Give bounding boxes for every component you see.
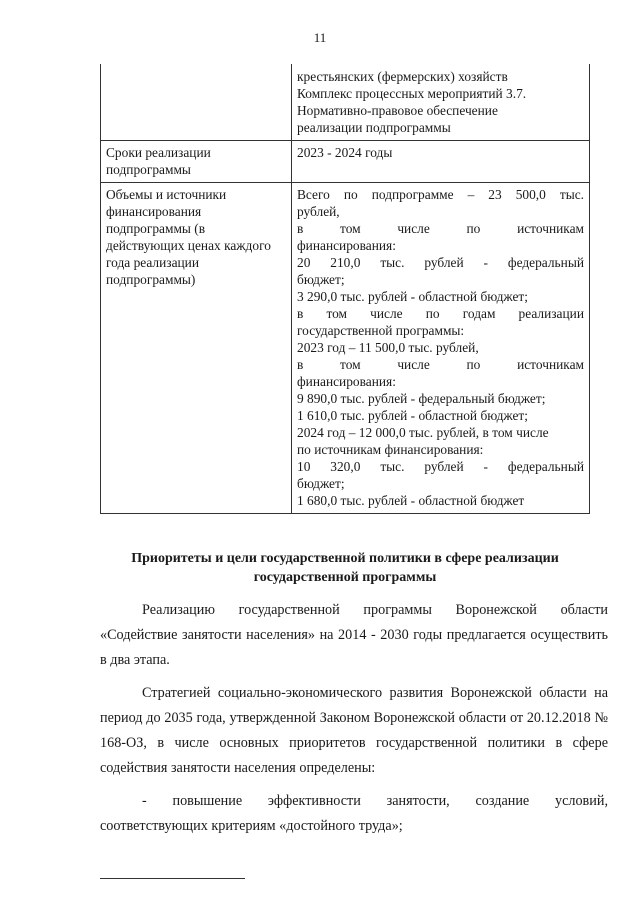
heading-line: Приоритеты и цели государственной политики в сфере реализации	[131, 551, 559, 566]
cell-line: крестьянских (фермерских) хозяйств	[297, 69, 508, 84]
cell-line: года реализации	[106, 255, 200, 270]
cell-line: 2024 год – 12 000,0 тыс. рублей, в том числе	[297, 425, 549, 440]
cell-line: 3 290,0 тыс. рублей - областной бюджет;	[297, 289, 528, 304]
cell-line: 10 320,0 тыс. рублей - федеральный	[297, 459, 584, 474]
table-cell-empty	[101, 64, 292, 141]
table-cell-structure	[292, 64, 590, 141]
cell-line: 2023 - 2024 годы	[297, 145, 393, 160]
cell-line: бюджет;	[297, 476, 345, 491]
cell-line: реализации подпрограммы	[297, 120, 451, 135]
page-number: 11	[313, 30, 327, 45]
table-cell-terms-label	[101, 141, 292, 183]
cell-line: бюджет;	[297, 272, 345, 287]
cell-line: 2023 год – 11 500,0 тыс. рублей,	[297, 340, 479, 355]
cell-line: государственной программы:	[297, 323, 465, 338]
section-heading	[80, 549, 610, 587]
cell-line: Комплекс процессных мероприятий 3.7.	[297, 86, 527, 101]
paragraph: - повышение эффективности занятости, создание условий, соответствующих критериям «достойного труда»;	[100, 793, 608, 834]
cell-line: 20 210,0 тыс. рублей - федеральный	[297, 255, 584, 270]
cell-line: подпрограммы (в	[106, 221, 206, 236]
table-row-terms	[101, 141, 590, 183]
cell-line: финансирования	[106, 204, 202, 219]
cell-line: финансирования:	[297, 238, 396, 253]
cell-line: в том числе по источникам	[297, 357, 584, 372]
cell-line: Сроки реализации	[106, 145, 211, 160]
table-row-funding	[101, 183, 590, 514]
cell-line: в том числе по источникам	[297, 221, 584, 236]
cell-line: Объемы и источники	[106, 187, 227, 202]
footnote-divider	[100, 878, 245, 879]
cell-line: 9 890,0 тыс. рублей - федеральный бюджет;	[297, 391, 546, 406]
cell-line: рублей,	[297, 204, 340, 219]
cell-line: Нормативно-правовое обеспечение	[297, 103, 498, 118]
cell-line: в том числе по годам реализации	[297, 306, 584, 321]
cell-line: Всего по подпрограмме – 23 500,0 тыс.	[297, 187, 584, 202]
heading-line: государственной программы	[253, 570, 437, 585]
table-cell-funding-label	[101, 183, 292, 514]
cell-line: 1 610,0 тыс. рублей - областной бюджет;	[297, 408, 528, 423]
cell-line: подпрограммы	[106, 162, 191, 177]
cell-line: 1 680,0 тыс. рублей - областной бюджет	[297, 493, 525, 508]
table-cell-terms-value	[292, 141, 590, 183]
table-row-continuation	[101, 64, 590, 141]
body-text	[100, 598, 608, 847]
cell-line: подпрограммы)	[106, 272, 196, 287]
table-cell-funding-value	[292, 183, 590, 514]
subprogram-passport-table	[100, 64, 590, 514]
cell-line: по источникам финансирования:	[297, 442, 484, 457]
paragraph: Стратегией социально-экономического развития Воронежской области на период до 2035 года, утвержденной Законом Воронежской области от 20.12.2018 № 168-ОЗ, в числе основных приоритетов государственной политики в сфере содействия занятости населения определены:	[100, 685, 608, 776]
cell-line: финансирования:	[297, 374, 396, 389]
paragraph: Реализацию государственной программы Воронежской области «Содействие занятости населения» на 2014 - 2030 годы предлагается осуществить в два этапа.	[100, 602, 608, 668]
cell-line: действующих ценах каждого	[106, 238, 271, 253]
